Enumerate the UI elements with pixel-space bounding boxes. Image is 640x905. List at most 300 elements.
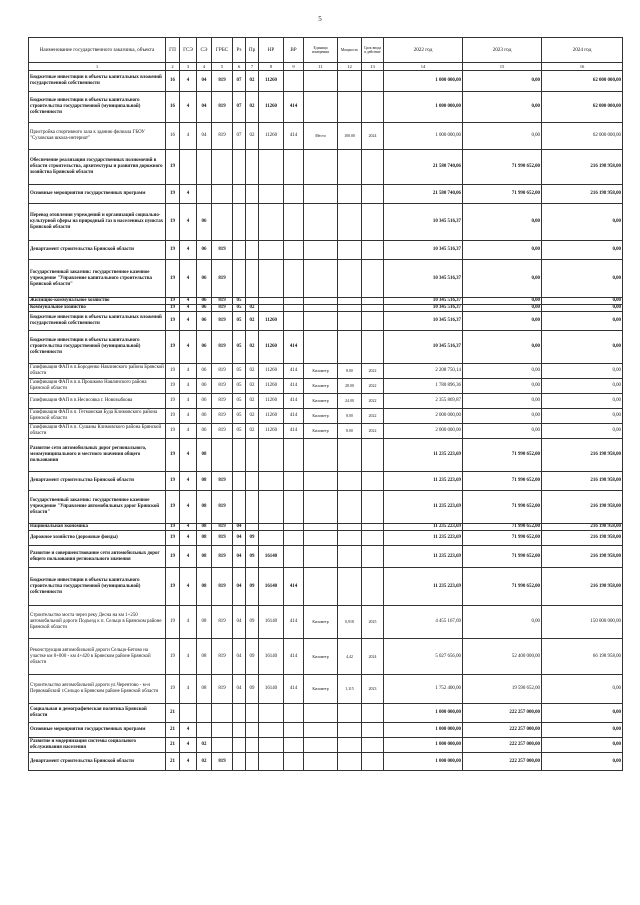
gse-cell: 4 <box>180 241 197 260</box>
term-cell <box>362 546 384 568</box>
term-cell <box>362 298 384 305</box>
term-cell <box>362 524 384 531</box>
gse-cell: 4 <box>180 568 197 606</box>
gp-cell: 19 <box>166 150 180 185</box>
nr-cell: 11260 <box>259 379 284 394</box>
row-name: Газификация ФАП в п. Гетманская Буда Климовского района Брянской области <box>29 409 166 424</box>
unit-cell <box>304 92 338 123</box>
amount-2022: 10 345 516,37 <box>384 204 463 241</box>
amount-2024: 0,00 <box>542 394 623 409</box>
amount-2023: 0,00 <box>463 424 542 439</box>
nr-cell: 11260 <box>259 364 284 379</box>
gse-cell: 4 <box>180 92 197 123</box>
nr-cell <box>259 204 284 241</box>
grbs-cell <box>212 704 233 723</box>
gp-cell: 16 <box>166 92 180 123</box>
amount-2024: 0,00 <box>542 753 623 771</box>
vr-cell: 414 <box>284 331 304 364</box>
amount-2022: 1 000 000,00 <box>384 738 463 753</box>
amount-2023: 0,00 <box>463 364 542 379</box>
grbs-cell <box>212 185 233 204</box>
row-name: Перевод отопления учреждений и организаций социально-культурной сферы на природный газ в населенных пунктах Брянской области <box>29 204 166 241</box>
row-name: Бюджетные инвестиции в объекты капитальных вложений государственной собственности <box>29 71 166 92</box>
unit-cell: Место <box>304 123 338 150</box>
rz-cell <box>233 738 246 753</box>
amount-2024: 0,00 <box>542 260 623 298</box>
nr-cell: 11260 <box>259 424 284 439</box>
power-cell <box>338 150 362 185</box>
gse-cell: 4 <box>180 364 197 379</box>
grbs-cell: 819 <box>212 531 233 546</box>
rz-cell <box>233 150 246 185</box>
term-cell <box>362 704 384 723</box>
row-name: Бюджетные инвестиции в объекты капитального строительства государственной (муниципальной) собственности <box>29 568 166 606</box>
term-cell: 2024 <box>362 123 384 150</box>
amount-2023: 71 990 652,00 <box>463 531 542 546</box>
amount-2024: 0,00 <box>542 409 623 424</box>
se-cell: 06 <box>197 379 212 394</box>
nr-cell: 16140 <box>259 568 284 606</box>
rz-cell: 07 <box>233 92 246 123</box>
pr-cell: 09 <box>246 531 259 546</box>
amount-2024: 66 198 958,00 <box>542 639 623 675</box>
vr-cell <box>284 704 304 723</box>
grbs-cell: 819 <box>212 675 233 704</box>
table-row <box>29 472 623 491</box>
power-cell: 4,42 <box>338 639 362 675</box>
table-row <box>29 738 623 753</box>
pr-cell: 02 <box>246 409 259 424</box>
amount-2022: 1 780 896,36 <box>384 379 463 394</box>
se-cell: 08 <box>197 568 212 606</box>
amount-2024: 150 000 000,00 <box>542 606 623 639</box>
amount-2022: 11 235 223,69 <box>384 546 463 568</box>
row-name: Национальная экономика <box>29 524 166 531</box>
row-name: Газификация ФАП в п.п.Прошково Навлинского района Брянской области <box>29 379 166 394</box>
header-cell: Единица измерения <box>304 38 338 63</box>
power-cell <box>338 723 362 738</box>
unit-cell <box>304 723 338 738</box>
rz-cell <box>233 241 246 260</box>
column-number: 4 <box>197 63 212 71</box>
grbs-cell: 819 <box>212 568 233 606</box>
nr-cell <box>259 704 284 723</box>
rz-cell: 04 <box>233 639 246 675</box>
gp-cell: 21 <box>166 738 180 753</box>
se-cell: 06 <box>197 409 212 424</box>
amount-2024: 216 198 958,00 <box>542 150 623 185</box>
nr-cell <box>259 738 284 753</box>
header-cell: 2023 год <box>463 38 542 63</box>
row-name: Дорожное хозяйство (дорожные фонды) <box>29 531 166 546</box>
amount-2024: 0,00 <box>542 723 623 738</box>
rz-cell <box>233 260 246 298</box>
se-cell: 06 <box>197 305 212 312</box>
row-name: Развитие сети автомобильных дорог регионального, межмуниципального и местного значения общего пользования <box>29 439 166 472</box>
power-cell: 8.00 <box>338 424 362 439</box>
vr-cell <box>284 305 304 312</box>
unit-cell <box>304 312 338 331</box>
amount-2022: 1 000 000,00 <box>384 704 463 723</box>
gp-cell: 19 <box>166 439 180 472</box>
unit-cell <box>304 738 338 753</box>
term-cell <box>362 472 384 491</box>
gse-cell: 4 <box>180 379 197 394</box>
amount-2022: 1 000 000,00 <box>384 92 463 123</box>
amount-2023: 71 990 652,00 <box>463 546 542 568</box>
power-cell <box>338 439 362 472</box>
power-cell: 28.00 <box>338 379 362 394</box>
gp-cell: 19 <box>166 491 180 524</box>
vr-cell <box>284 738 304 753</box>
gp-cell: 19 <box>166 531 180 546</box>
row-name: Департамент строительства Брянской области <box>29 753 166 771</box>
nr-cell <box>259 753 284 771</box>
gse-cell: 4 <box>180 738 197 753</box>
nr-cell <box>259 524 284 531</box>
power-cell <box>338 568 362 606</box>
grbs-cell <box>212 723 233 738</box>
header-cell: Пр <box>246 38 259 63</box>
pr-cell: 02 <box>246 394 259 409</box>
header-cell: ГСЭ <box>180 38 197 63</box>
column-number: 6 <box>233 63 246 71</box>
row-name: Государственный заказчик: государственное казенное учреждение "Управление автомобильных дорог Брянской области" <box>29 491 166 524</box>
gse-cell: 4 <box>180 424 197 439</box>
power-cell: 8.00 <box>338 409 362 424</box>
se-cell: 06 <box>197 260 212 298</box>
row-name: Бюджетные инвестиции в объекты капитального строительства государственной (муниципальной) собственности <box>29 92 166 123</box>
nr-cell <box>259 439 284 472</box>
pr-cell <box>246 204 259 241</box>
table-row <box>29 379 623 394</box>
amount-2024: 0,00 <box>542 364 623 379</box>
power-cell <box>338 92 362 123</box>
se-cell: 06 <box>197 394 212 409</box>
unit-cell <box>304 472 338 491</box>
vr-cell <box>284 753 304 771</box>
gse-cell: 4 <box>180 260 197 298</box>
amount-2022: 11 235 223,69 <box>384 491 463 524</box>
rz-cell: 04 <box>233 606 246 639</box>
se-cell: 08 <box>197 439 212 472</box>
amount-2022: 2 000 000,00 <box>384 424 463 439</box>
unit-cell <box>304 241 338 260</box>
rz-cell: 04 <box>233 531 246 546</box>
nr-cell <box>259 531 284 546</box>
grbs-cell: 819 <box>212 379 233 394</box>
grbs-cell: 819 <box>212 364 233 379</box>
power-cell <box>338 472 362 491</box>
amount-2024: 216 198 958,00 <box>542 491 623 524</box>
rz-cell: 05 <box>233 379 246 394</box>
header-cell: Наименование государственного заказчика, объекта <box>29 38 166 63</box>
amount-2023: 0,00 <box>463 394 542 409</box>
se-cell: 08 <box>197 531 212 546</box>
vr-cell: 414 <box>284 606 304 639</box>
nr-cell: 11260 <box>259 312 284 331</box>
header-cell: 2022 год <box>384 38 463 63</box>
pr-cell: 02 <box>246 331 259 364</box>
unit-cell: Километр <box>304 606 338 639</box>
row-name: Газификация ФАП в п.Бороденко Навлинского района Брянской области <box>29 364 166 379</box>
power-cell: 0,918 <box>338 606 362 639</box>
amount-2023: 222 257 000,00 <box>463 738 542 753</box>
grbs-cell: 819 <box>212 546 233 568</box>
amount-2022: 11 235 223,69 <box>384 472 463 491</box>
amount-2023: 71 990 652,00 <box>463 472 542 491</box>
rz-cell <box>233 491 246 524</box>
amount-2024: 62 000 000,00 <box>542 92 623 123</box>
amount-2023: 0,00 <box>463 379 542 394</box>
amount-2022: 21 580 740,06 <box>384 185 463 204</box>
unit-cell <box>304 71 338 92</box>
term-cell <box>362 312 384 331</box>
term-cell <box>362 439 384 472</box>
amount-2022: 11 235 223,69 <box>384 568 463 606</box>
header-cell: Мощность <box>338 38 362 63</box>
pr-cell <box>246 185 259 204</box>
gse-cell: 4 <box>180 606 197 639</box>
table-row <box>29 204 623 241</box>
term-cell <box>362 531 384 546</box>
gp-cell: 19 <box>166 606 180 639</box>
term-cell: 2022 <box>362 379 384 394</box>
row-name: Реконструкция автомобильной дороги Сельцо-Бетово на участке км 0+000 - км 4+420 в Брянском районе Брянской области <box>29 639 166 675</box>
gp-cell: 19 <box>166 568 180 606</box>
gse-cell: 4 <box>180 675 197 704</box>
grbs-cell <box>212 204 233 241</box>
header-cell: ГРБС <box>212 38 233 63</box>
row-name: Департамент строительства Брянской области <box>29 472 166 491</box>
grbs-cell: 819 <box>212 409 233 424</box>
nr-cell: 11260 <box>259 71 284 92</box>
gp-cell: 21 <box>166 723 180 738</box>
gp-cell: 19 <box>166 364 180 379</box>
amount-2022: 2 355 869,87 <box>384 394 463 409</box>
amount-2022: 1 000 000,00 <box>384 753 463 771</box>
amount-2024: 0,00 <box>542 312 623 331</box>
row-name: Развитие и модернизация системы социального обслуживания населения <box>29 738 166 753</box>
gse-cell: 4 <box>180 753 197 771</box>
amount-2022: 1 000 000,00 <box>384 123 463 150</box>
header-cell: НР <box>259 38 284 63</box>
rz-cell: 05 <box>233 331 246 364</box>
vr-cell <box>284 472 304 491</box>
table-row <box>29 92 623 123</box>
rz-cell <box>233 723 246 738</box>
gse-cell: 4 <box>180 491 197 524</box>
amount-2022: 21 580 740,06 <box>384 150 463 185</box>
nr-cell <box>259 150 284 185</box>
page-number: 5 <box>318 15 322 23</box>
amount-2023: 0,00 <box>463 92 542 123</box>
unit-cell <box>304 298 338 305</box>
vr-cell: 414 <box>284 409 304 424</box>
amount-2022: 1 000 000,00 <box>384 71 463 92</box>
nr-cell: 11260 <box>259 409 284 424</box>
se-cell <box>197 723 212 738</box>
vr-cell <box>284 204 304 241</box>
unit-cell <box>304 491 338 524</box>
power-cell <box>338 298 362 305</box>
nr-cell <box>259 241 284 260</box>
rz-cell: 05 <box>233 305 246 312</box>
amount-2024: 0,00 <box>542 704 623 723</box>
pr-cell <box>246 260 259 298</box>
rz-cell <box>233 704 246 723</box>
amount-2022: 2 000 000,00 <box>384 409 463 424</box>
unit-cell <box>304 531 338 546</box>
grbs-cell: 819 <box>212 424 233 439</box>
row-name: Государственный заказчик: государственное казенное учреждение "Управление капитального строительства Брянской области" <box>29 260 166 298</box>
row-name: Строительство автомобильной дороги ул.Черентово - м-н Первомайский г.Сельцо в Брянском районе Брянской области <box>29 675 166 704</box>
amount-2023: 0,00 <box>463 71 542 92</box>
table-row <box>29 409 623 424</box>
table-row <box>29 394 623 409</box>
row-name: Пристройка спортивного зала к зданию филиала ГБОУ "Суховская школа-интернат" <box>29 123 166 150</box>
unit-cell <box>304 524 338 531</box>
rz-cell <box>233 753 246 771</box>
amount-2023: 0,00 <box>463 298 542 305</box>
row-name: Социальная и демографическая политика Брянской области <box>29 704 166 723</box>
power-cell <box>338 204 362 241</box>
unit-cell: Километр <box>304 424 338 439</box>
se-cell: 06 <box>197 312 212 331</box>
vr-cell: 414 <box>284 379 304 394</box>
vr-cell: 414 <box>284 394 304 409</box>
row-name: Бюджетные инвестиции в объекты капитального строительства государственной (муниципальной) собственности <box>29 331 166 364</box>
unit-cell <box>304 568 338 606</box>
gp-cell: 16 <box>166 123 180 150</box>
term-cell <box>362 305 384 312</box>
column-number: 11 <box>304 63 338 71</box>
table-row <box>29 491 623 524</box>
nr-cell <box>259 260 284 298</box>
grbs-cell: 819 <box>212 312 233 331</box>
gp-cell: 19 <box>166 312 180 331</box>
amount-2022: 11 235 223,69 <box>384 531 463 546</box>
term-cell <box>362 185 384 204</box>
table-row <box>29 185 623 204</box>
vr-cell <box>284 260 304 298</box>
se-cell <box>197 150 212 185</box>
grbs-cell <box>212 738 233 753</box>
gp-cell: 19 <box>166 639 180 675</box>
amount-2024: 0,00 <box>542 331 623 364</box>
unit-cell: Километр <box>304 409 338 424</box>
amount-2024: 0,00 <box>542 675 623 704</box>
gse-cell <box>180 150 197 185</box>
rz-cell: 05 <box>233 424 246 439</box>
gp-cell: 21 <box>166 704 180 723</box>
grbs-cell: 819 <box>212 298 233 305</box>
amount-2024: 62 000 000,00 <box>542 123 623 150</box>
table-row <box>29 424 623 439</box>
gp-cell: 19 <box>166 394 180 409</box>
term-cell <box>362 204 384 241</box>
gp-cell: 19 <box>166 185 180 204</box>
vr-cell: 414 <box>284 364 304 379</box>
amount-2024: 216 198 958,00 <box>542 439 623 472</box>
table-row <box>29 150 623 185</box>
gp-cell: 19 <box>166 298 180 305</box>
unit-cell <box>304 150 338 185</box>
amount-2022: 10 345 516,37 <box>384 298 463 305</box>
row-name: Коммунальное хозяйство <box>29 305 166 312</box>
grbs-cell: 819 <box>212 71 233 92</box>
amount-2023: 19 590 652,00 <box>463 675 542 704</box>
column-number: 14 <box>384 63 463 71</box>
column-number: 5 <box>212 63 233 71</box>
vr-cell <box>284 723 304 738</box>
header-cell: ВР <box>284 38 304 63</box>
row-name: Строительство моста через реку Десна на км 1+250 автомобильной дороги Подъезд к п. Сельцо в Брянском районе Брянской области <box>29 606 166 639</box>
gp-cell: 19 <box>166 379 180 394</box>
power-cell <box>338 185 362 204</box>
amount-2022: 2 208 750,14 <box>384 364 463 379</box>
amount-2022: 10 345 516,37 <box>384 331 463 364</box>
column-number: 15 <box>463 63 542 71</box>
term-cell: 2025 <box>362 606 384 639</box>
vr-cell <box>284 524 304 531</box>
table-row <box>29 71 623 92</box>
column-number-row <box>29 63 623 71</box>
amount-2023: 71 990 652,00 <box>463 439 542 472</box>
header-cell: ГП <box>166 38 180 63</box>
vr-cell: 414 <box>284 92 304 123</box>
se-cell: 06 <box>197 364 212 379</box>
amount-2023: 71 990 652,00 <box>463 150 542 185</box>
pr-cell <box>246 704 259 723</box>
amount-2023: 0,00 <box>463 204 542 241</box>
gse-cell: 4 <box>180 394 197 409</box>
table-row <box>29 123 623 150</box>
gse-cell <box>180 704 197 723</box>
table-row <box>29 531 623 546</box>
vr-cell <box>284 185 304 204</box>
amount-2023: 71 990 652,00 <box>463 568 542 606</box>
pr-cell: 02 <box>246 379 259 394</box>
vr-cell: 414 <box>284 639 304 675</box>
nr-cell <box>259 723 284 738</box>
rz-cell: 04 <box>233 524 246 531</box>
term-cell: 2022 <box>362 394 384 409</box>
amount-2022: 10 345 516,37 <box>384 312 463 331</box>
gse-cell: 4 <box>180 185 197 204</box>
se-cell: 04 <box>197 71 212 92</box>
vr-cell <box>284 298 304 305</box>
table-row <box>29 606 623 639</box>
rz-cell: 05 <box>233 394 246 409</box>
gp-cell: 19 <box>166 424 180 439</box>
se-cell: 08 <box>197 675 212 704</box>
rz-cell <box>233 185 246 204</box>
table-row <box>29 723 623 738</box>
power-cell <box>338 260 362 298</box>
se-cell <box>197 704 212 723</box>
pr-cell <box>246 753 259 771</box>
power-cell <box>338 524 362 531</box>
grbs-cell: 819 <box>212 491 233 524</box>
nr-cell: 16140 <box>259 546 284 568</box>
amount-2024: 216 198 958,00 <box>542 531 623 546</box>
rz-cell: 07 <box>233 71 246 92</box>
nr-cell: 16140 <box>259 639 284 675</box>
pr-cell <box>246 472 259 491</box>
rz-cell <box>233 204 246 241</box>
vr-cell <box>284 439 304 472</box>
